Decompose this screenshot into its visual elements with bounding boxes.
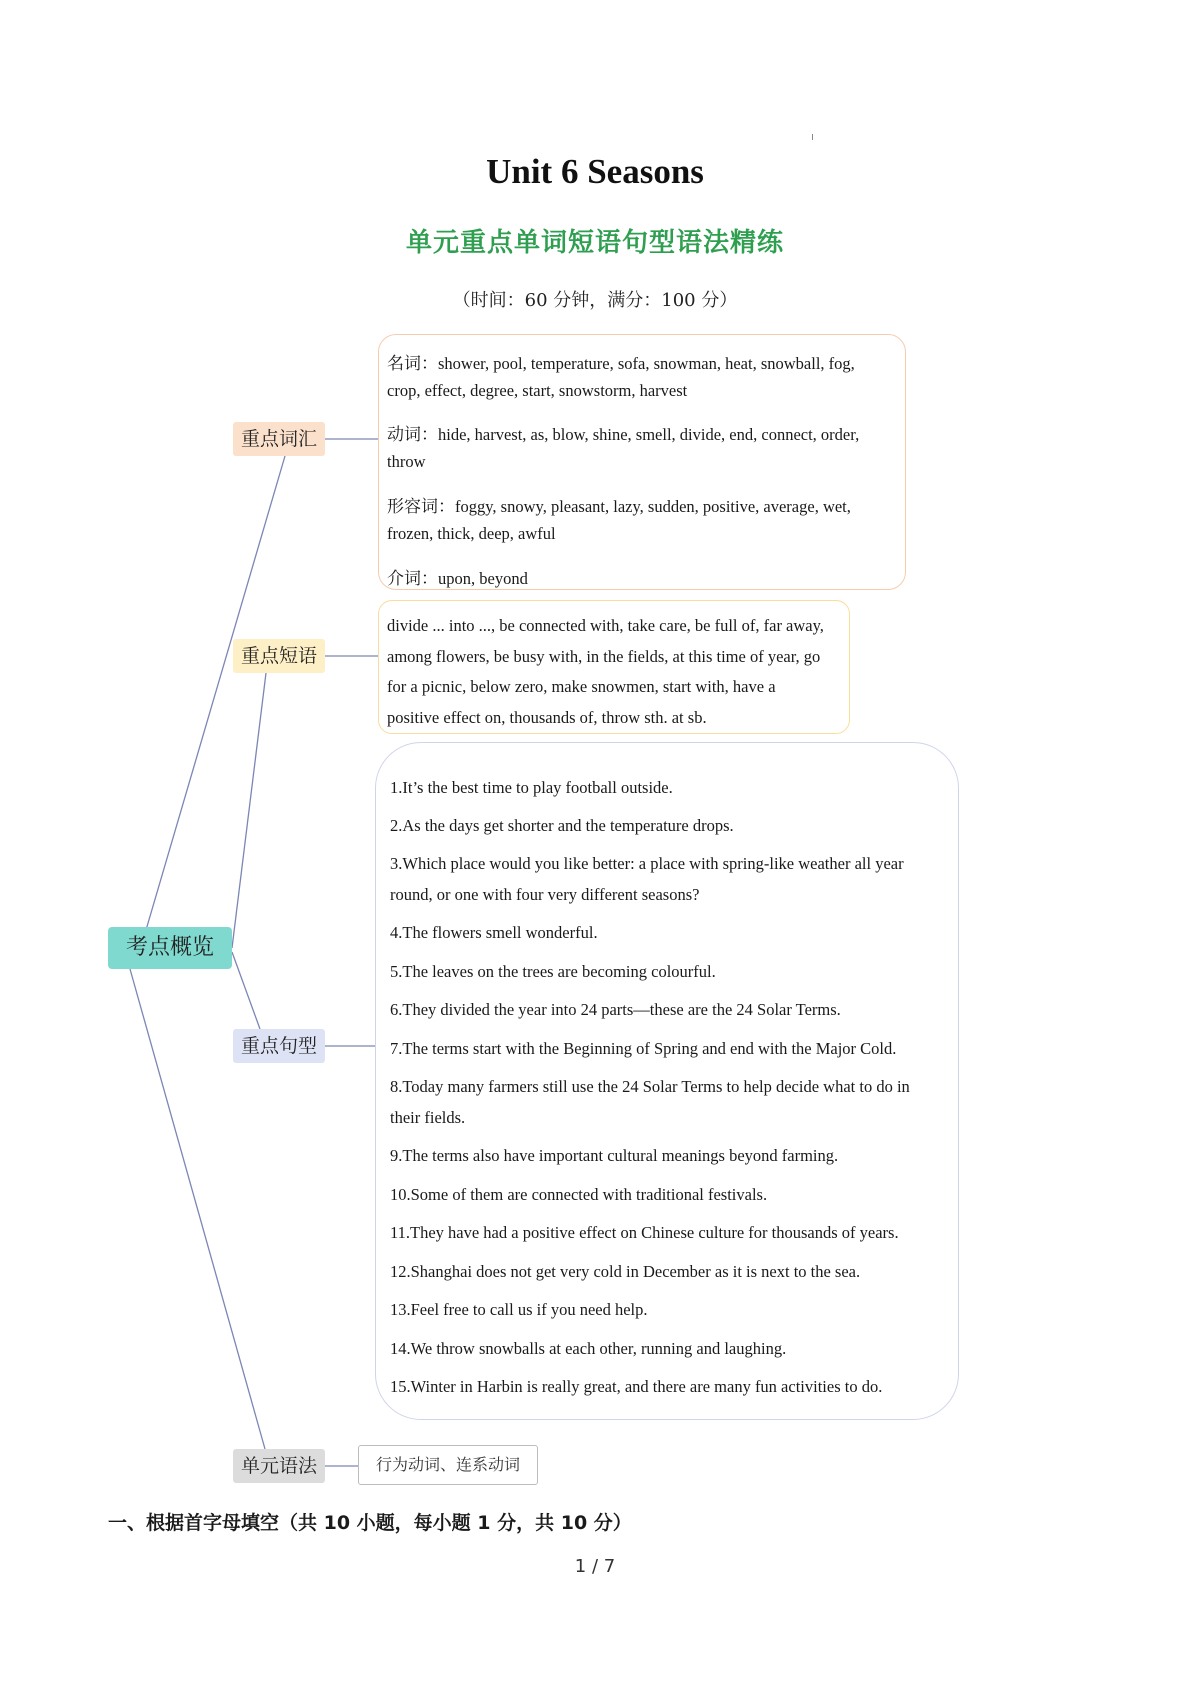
adj-words-2: frozen, thick, deep, awful bbox=[387, 524, 556, 543]
adj-words-1: foggy, snowy, pleasant, lazy, sudden, positive, average, wet, bbox=[455, 497, 851, 516]
sentence-5: 5.The leaves on the trees are becoming colourful. bbox=[390, 962, 716, 981]
adj-line-1 bbox=[387, 492, 851, 517]
sentence-9: 9.The terms also have important cultural meanings beyond farming. bbox=[390, 1146, 839, 1165]
sentence-10: 10.Some of them are connected with traditional festivals. bbox=[390, 1185, 768, 1204]
sentence-8b: their fields. bbox=[390, 1108, 466, 1127]
noun-label: 名词： bbox=[387, 354, 438, 374]
page-number: 1 / 7 bbox=[574, 1556, 616, 1577]
sentence-3a: 3.Which place would you like better: a place with spring-like weather all year bbox=[390, 854, 904, 873]
sentence-6: 6.They divided the year into 24 parts—these are the 24 Solar Terms. bbox=[390, 1000, 841, 1019]
sentence-14: 14.We throw snowballs at each other, running and laughing. bbox=[390, 1339, 787, 1358]
section-heading: 一、根据首字母填空（共 10 小题，每小题 1 分，共 10 分） bbox=[108, 1512, 632, 1534]
sentence-8a: 8.Today many farmers still use the 24 Solar Terms to help decide what to do in bbox=[390, 1077, 910, 1096]
sentence-1: 1.It’s the best time to play football outside. bbox=[390, 778, 673, 797]
branch-grammar: 单元语法 bbox=[233, 1449, 325, 1483]
prep-words-1: upon, beyond bbox=[438, 569, 528, 588]
exam-meta: （时间：60 分钟，满分：100 分） bbox=[452, 290, 738, 311]
sentence-13: 13.Feel free to call us if you need help. bbox=[390, 1300, 648, 1319]
sentence-3b: round, or one with four very different seasons? bbox=[390, 885, 700, 904]
sentence-2: 2.As the days get shorter and the temperature drops. bbox=[390, 816, 734, 835]
branch-phrases: 重点短语 bbox=[233, 639, 325, 673]
page-subtitle: 单元重点单词短语句型语法精练 bbox=[405, 228, 784, 258]
adj-label: 形容词： bbox=[387, 497, 455, 517]
verb-label: 动词： bbox=[387, 425, 438, 445]
branch-vocab: 重点词汇 bbox=[233, 422, 325, 456]
sentence-12: 12.Shanghai does not get very cold in December as it is next to the sea. bbox=[390, 1262, 861, 1281]
phrase-line-1: divide ... into ..., be connected with, take care, be full of, far away, bbox=[387, 616, 824, 635]
phrase-line-2: among flowers, be busy with, in the fields, at this time of year, go bbox=[387, 647, 821, 666]
noun-words-2: crop, effect, degree, start, snowstorm, harvest bbox=[387, 381, 688, 400]
mindmap-root: 考点概览 bbox=[108, 927, 232, 969]
prep-label: 介词： bbox=[387, 569, 438, 589]
noun-words-1: shower, pool, temperature, sofa, snowman, heat, snowball, fog, bbox=[438, 354, 855, 373]
phrase-line-3: for a picnic, below zero, make snowmen, start with, have a bbox=[387, 677, 776, 696]
page-title: Unit 6 Seasons bbox=[486, 152, 704, 191]
verb-words-2: throw bbox=[387, 452, 426, 471]
verb-line-1 bbox=[387, 420, 859, 445]
connector-root-phrases bbox=[232, 673, 266, 948]
phrase-line-4: positive effect on, thousands of, throw sth. at sb. bbox=[387, 708, 707, 727]
sentence-15: 15.Winter in Harbin is really great, and there are many fun activities to do. bbox=[390, 1377, 883, 1396]
grammar-box: 行为动词、连系动词 bbox=[358, 1445, 538, 1485]
prep-line-1 bbox=[387, 564, 528, 589]
verb-words-1: hide, harvest, as, blow, shine, smell, divide, end, connect, order, bbox=[438, 425, 860, 444]
sentence-4: 4.The flowers smell wonderful. bbox=[390, 923, 598, 942]
sentence-7: 7.The terms start with the Beginning of Spring and end with the Major Cold. bbox=[390, 1039, 897, 1058]
connector-root-sentences bbox=[232, 952, 260, 1029]
branch-sentences: 重点句型 bbox=[233, 1029, 325, 1063]
noun-line-1 bbox=[387, 349, 855, 374]
sentence-11: 11.They have had a positive effect on Chinese culture for thousands of years. bbox=[390, 1223, 899, 1242]
